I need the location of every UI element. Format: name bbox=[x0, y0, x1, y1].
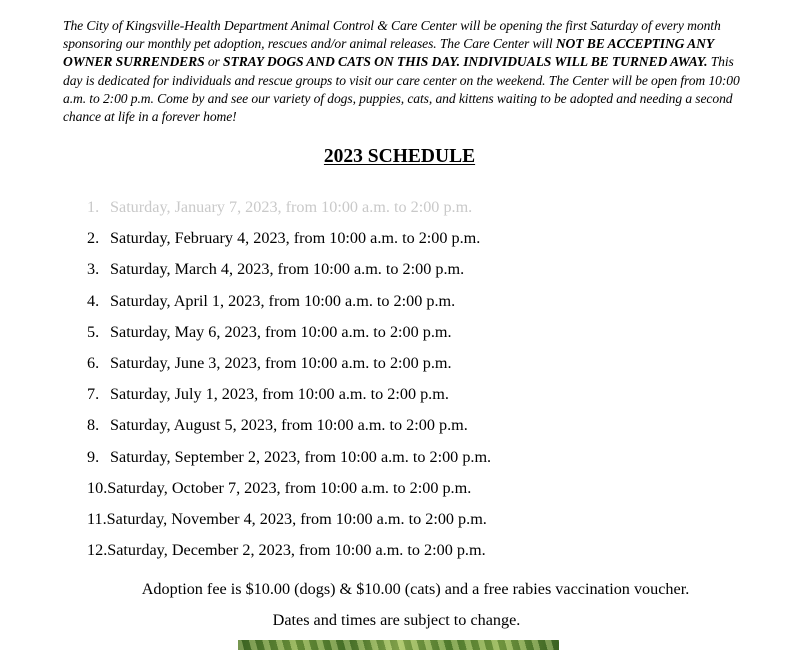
intro-bold-no-surrenders: NOT BE ACCEPTING ANY OWNER SURRENDERS bbox=[63, 36, 714, 70]
schedule-item-text: Saturday, September 2, 2023, from 10:00 a.m. to 2:00 p.m. bbox=[110, 447, 492, 466]
schedule-item-text: Saturday, May 6, 2023, from 10:00 a.m. to 2:00 p.m. bbox=[110, 322, 452, 341]
schedule-item-text: Saturday, November 4, 2023, from 10:00 a.m. to 2:00 p.m. bbox=[106, 509, 487, 528]
schedule-item-text: Saturday, August 5, 2023, from 10:00 a.m. to 2:00 p.m. bbox=[110, 416, 468, 435]
schedule-item-number: 11. bbox=[87, 509, 107, 528]
schedule-item-text: Saturday, February 4, 2023, from 10:00 a.m. to 2:00 p.m. bbox=[110, 229, 481, 248]
schedule-item-text: Saturday, March 4, 2023, from 10:00 a.m. to 2:00 p.m. bbox=[110, 260, 465, 279]
schedule-item bbox=[87, 383, 491, 414]
schedule-item-number: 1. bbox=[87, 198, 100, 216]
schedule-item-text: Saturday, January 7, 2023, from 10:00 a.m. to 2:00 p.m. bbox=[110, 198, 473, 216]
schedule-item bbox=[87, 352, 491, 383]
intro-text-1: The City of Kingsville-Health Department Animal Control & Care Center will be opening the first Saturday of every month sponsoring our monthly pet adoption, rescues and/or animal releases. The Care Center will bbox=[63, 18, 721, 52]
schedule-heading-text: 2023 SCHEDULE bbox=[323, 146, 476, 167]
schedule-item-text: Saturday, December 2, 2023, from 10:00 a.m. to 2:00 p.m. bbox=[107, 541, 486, 560]
schedule-item-number: 10. bbox=[87, 478, 108, 497]
schedule-heading bbox=[0, 145, 791, 169]
intro-bold-no-strays: STRAY DOGS AND CATS ON THIS DAY. INDIVIDUALS WILL BE TURNED AWAY. bbox=[223, 54, 708, 70]
schedule-item-text: Saturday, June 3, 2023, from 10:00 a.m. to 2:00 p.m. bbox=[110, 353, 452, 372]
schedule-item-number: 6. bbox=[87, 353, 100, 372]
schedule-item-text: Saturday, April 1, 2023, from 10:00 a.m. to 2:00 p.m. bbox=[110, 291, 456, 310]
schedule-item bbox=[87, 321, 491, 352]
intro-text-2: or bbox=[204, 54, 224, 70]
schedule-item bbox=[87, 258, 491, 289]
schedule-item-number: 12. bbox=[87, 541, 108, 560]
schedule-item bbox=[87, 508, 491, 539]
schedule-change-note: Dates and times are subject to change. bbox=[272, 611, 521, 629]
intro-paragraph bbox=[63, 17, 753, 126]
schedule-item-text: Saturday, October 7, 2023, from 10:00 a.m. to 2:00 p.m. bbox=[107, 478, 472, 497]
intro-text-3: This day is dedicated for individuals and rescue groups to visit our care center on the weekend. The Center will be open from 10:00 a.m. to 2:00 p.m. Come by and see our variety of dogs, puppies, cats, and kittens waiting to be adopted and needing a second chance at life in a forever home! bbox=[63, 54, 740, 125]
schedule-item bbox=[87, 414, 491, 445]
schedule-item bbox=[87, 446, 491, 477]
pet-photo bbox=[238, 640, 559, 650]
adoption-fee-note: Adoption fee is $10.00 (dogs) & $10.00 (cats) and a free rabies vaccination voucher. bbox=[141, 580, 690, 598]
schedule-item bbox=[87, 196, 491, 227]
schedule-item bbox=[87, 477, 491, 508]
schedule-item-number: 4. bbox=[87, 291, 100, 310]
schedule-item bbox=[87, 539, 491, 570]
schedule-item bbox=[87, 290, 491, 321]
schedule-item-number: 2. bbox=[87, 229, 100, 248]
schedule-item-number: 5. bbox=[87, 322, 100, 341]
schedule-item bbox=[87, 227, 491, 258]
schedule-item-number: 9. bbox=[87, 447, 100, 466]
schedule-item-number: 3. bbox=[87, 260, 100, 279]
schedule-item-number: 7. bbox=[87, 385, 100, 404]
schedule-item-text: Saturday, July 1, 2023, from 10:00 a.m. to 2:00 p.m. bbox=[110, 385, 449, 404]
schedule-list bbox=[87, 196, 491, 570]
schedule-item-number: 8. bbox=[87, 416, 100, 435]
